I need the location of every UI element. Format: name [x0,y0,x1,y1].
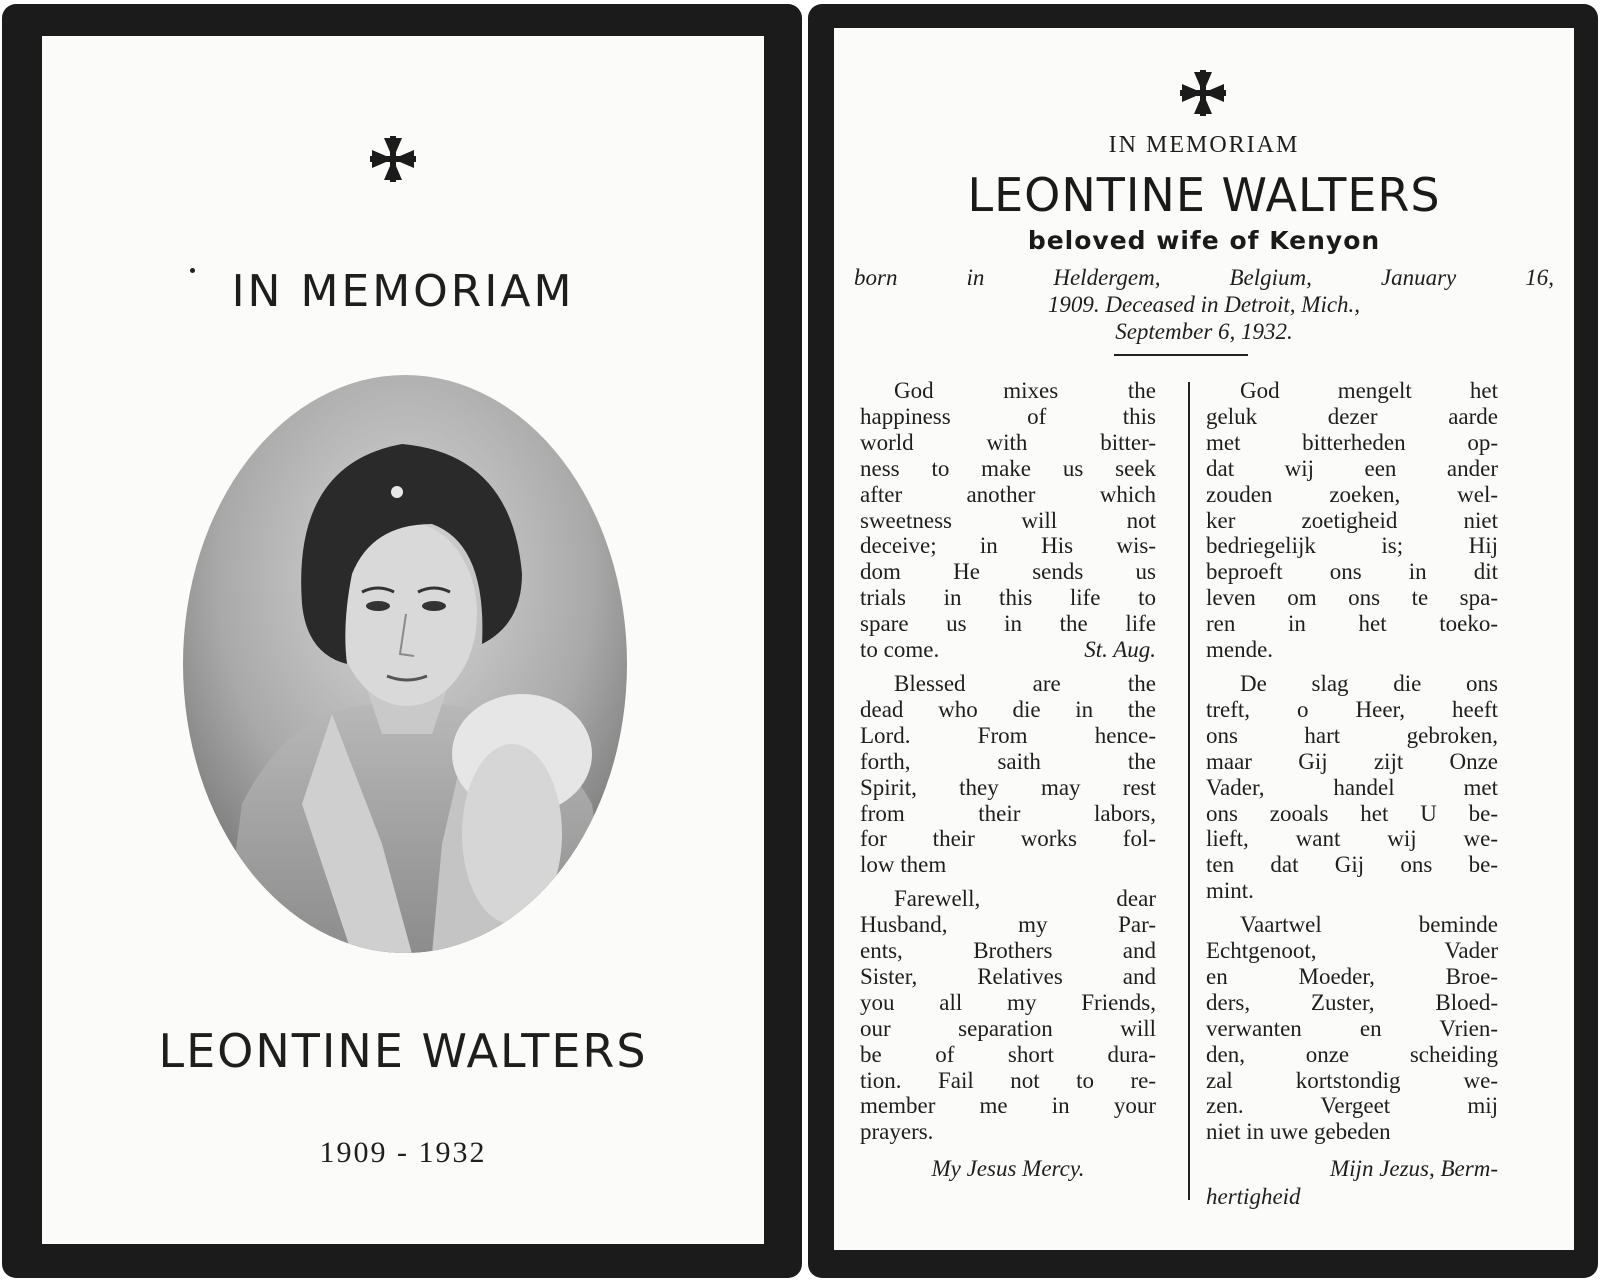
text-line: Spirit, they may rest [860,774,1156,800]
text-line: bedriegelijk is; Hij [1206,533,1498,559]
text-line: deceive; in His wis- [860,533,1156,559]
english-paragraph [860,378,1156,663]
text-line: mende. [1206,637,1274,663]
text-line: to come. [860,637,940,663]
front-heading: IN MEMORIAM [231,266,575,317]
text-line: for their works fol- [860,826,1156,852]
text-line: sweetness will not [860,507,1156,533]
english-column [860,378,1156,1183]
text-line: den, onze scheiding [1206,1041,1498,1067]
cross-pattee-icon [370,136,416,182]
text-line-with-attribution [860,637,1156,663]
dutch-column [1206,378,1498,1211]
text-line: De slag die ons [1240,670,1498,696]
text-line: ker zoetigheid niet [1206,507,1498,533]
text-line: world with bitter- [860,429,1156,455]
dutch-paragraph [1206,378,1498,663]
text-line: dead who die in the [860,696,1156,722]
text-line: after another which [860,481,1156,507]
text-line: zal kortstondig we- [1206,1067,1498,1093]
text-line: God mixes the [894,378,1156,403]
text-line: Vader, handel met [1206,774,1498,800]
cross-pattee-icon [1180,70,1226,116]
text-line: Lord. From hence- [860,722,1156,748]
text-line: treft, o Heer, heeft [1206,696,1498,722]
memorial-card-front [2,4,802,1278]
text-line: Echtgenoot, Vader [1206,938,1498,964]
text-line: prayers. [860,1119,934,1145]
text-line: geluk dezer aarde [1206,403,1498,429]
text-line: ents, Brothers and [860,938,1156,964]
text-line: Vaartwel beminde [1240,912,1498,938]
text-line: lieft, want wij we- [1206,826,1498,852]
front-years: 1909 - 1932 [319,1136,487,1169]
text-line: happiness of this [860,403,1156,429]
text-line: ren in het toeko- [1206,611,1498,637]
text-line: Husband, my Par- [860,912,1156,938]
text-line: from their labors, [860,800,1156,826]
text-line: Sister, Relatives and [860,963,1156,989]
english-closing: My Jesus Mercy. [931,1156,1085,1182]
back-subtitle: beloved wife of Kenyon [1027,226,1381,255]
text-line: trials in this life to [860,585,1156,611]
text-line: met bitterheden op- [1206,429,1498,455]
birth-death-line: born in Heldergem, Belgium, January 16, [854,265,1554,290]
separator-rule [1114,354,1248,356]
text-line: our separation will [860,1015,1156,1041]
dutch-closing [1206,1155,1498,1211]
back-name: LEONTINE WALTERS [967,168,1441,222]
text-line: dom He sends us [860,559,1156,585]
text-line: ness to make us seek [860,455,1156,481]
text-line: Blessed are the [894,670,1156,696]
birth-death-line: September 6, 1932. [1115,319,1293,344]
english-paragraph [860,886,1156,1145]
column-divider [1188,382,1190,1200]
closing-line: hertigheid [1206,1184,1301,1210]
text-line: low them [860,852,947,878]
text-line: maar Gij zijt Onze [1206,748,1498,774]
text-line: ons hart gebroken, [1206,722,1498,748]
text-line: member me in your [860,1093,1156,1119]
memorial-card-back [808,4,1598,1278]
text-line: zen. Vergeet mij [1206,1093,1498,1119]
back-heading: IN MEMORIAM [1108,132,1300,158]
text-line: mint. [1206,878,1254,904]
text-line: you all my Friends, [860,989,1156,1015]
text-line: Farewell, dear [894,886,1156,912]
birth-death-line: 1909. Deceased in Detroit, Mich., [1047,292,1361,317]
text-line: niet in uwe gebeden [1206,1119,1391,1145]
text-line: zouden zoeken, wel- [1206,481,1498,507]
dutch-paragraph [1206,671,1498,904]
text-line: dat wij een ander [1206,455,1498,481]
text-line: leven om ons te spa- [1206,585,1498,611]
birth-death-text [854,264,1554,345]
front-name: LEONTINE WALTERS [158,1024,648,1078]
text-line: beproeft ons in dit [1206,559,1498,585]
text-line: en Moeder, Broe- [1206,963,1498,989]
text-line: be of short dura- [860,1041,1156,1067]
text-line: tion. Fail not to re- [860,1067,1156,1093]
text-line: spare us in the life [860,611,1156,637]
attribution: St. Aug. [1084,637,1156,663]
text-line: ons zooals het U be- [1206,800,1498,826]
english-paragraph [860,671,1156,878]
text-line: verwanten en Vrien- [1206,1015,1498,1041]
portrait-photo [182,374,628,954]
closing-line: Mijn Jezus, Berm- [1330,1156,1498,1182]
card-front-panel [42,36,764,1244]
text-line: God mengelt het [1240,378,1498,403]
card-back-panel [834,28,1574,1250]
text-line: ders, Zuster, Bloed- [1206,989,1498,1015]
dutch-paragraph [1206,912,1498,1145]
text-line: forth, saith the [860,748,1156,774]
text-line: ten dat Gij ons be- [1206,852,1498,878]
